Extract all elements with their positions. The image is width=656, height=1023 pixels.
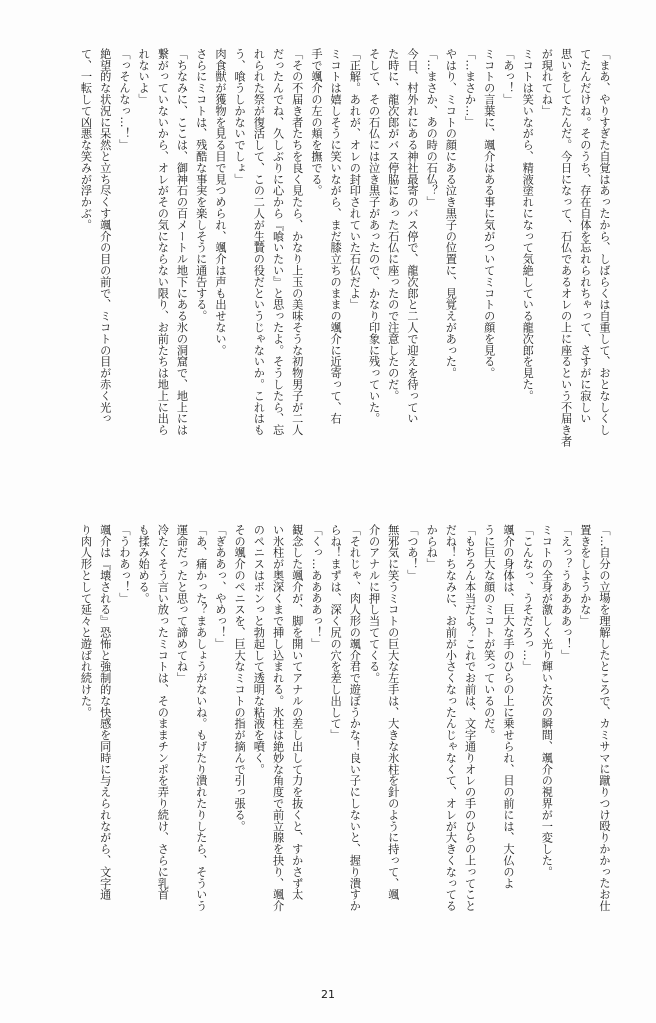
text-line: 今日、村外れにある神社最寄のバス停で、龍次郎と二人で迎えを待ってい [405,48,419,425]
text-line: い氷柱が奥深くまで挿し込まれる。氷柱は絶妙な角度で前立腺を抉り、颯介 [271,524,285,912]
text-line: 「…自分の立場を理解したところで、カミサマに蹴りつけ殴りかかったお仕 [598,524,611,912]
text-line: て、一転して凶悪な笑みが浮かぶ。 [79,48,93,231]
text-line: ミコトは嬉しそうに笑いながら、まだ膝立ちのままの颯介に近寄って、右 [329,48,343,425]
text-line: う、喰うしかないでしょ」 [233,48,247,185]
text-line: 「ぎああっ、やめっ！」 [213,524,227,650]
text-line: 冷たくそう言い放ったミコトは、そのままチンポを弄り続け、さらに乳首 [156,524,170,901]
text-line: 絶望的な状況に呆然と立ち尽くす颯介の目の前で、ミコトの目が赤く光っ [98,48,112,425]
text-line: からね」 [425,524,439,570]
text-line: ミコトの全身が激しく光り輝いた次の瞬間、颯介の視界が一変した。 [540,524,554,878]
text-line: 置きをしようかな」 [578,524,592,627]
text-line: も揉み始める。 [137,524,151,604]
text-line: うに巨大な顔のミコトが笑っているのだ。 [482,524,496,741]
text-line: 「つあ！」 [405,524,419,581]
text-line: 「っそんなっ…！」 [117,48,131,151]
text-line: れないよ」 [137,48,151,105]
text-line: その颯介のペニスを、巨大なミコトの指が摘んで引っ張る。 [233,524,247,832]
text-line: 「ちなみに、ここは、御神石の百メートル地下にある氷の洞窟で、地上には [175,48,189,436]
text-line: 「こんなっ、うそだろっ…」 [521,524,535,673]
text-line: ミコトは笑いながら、精液塗れになって気絶している龍次郎を見た。 [521,48,535,402]
text-line: 手で颯介の左の頬を撫でる。 [309,48,323,197]
text-line: 無邪気に笑うミコトの巨大な左手は、大きな氷柱を針のように持って、颯 [386,524,400,901]
text-line: さらにミコトは、残酷な事実を楽しそうに通告する。 [194,48,208,322]
text-line: 「えっ？うああああっ！」 [559,524,573,661]
upper-text-block [74,48,614,504]
text-line: れられた祭が復活して、この二人が生贄の役だというじゃないか。これはも [252,48,266,436]
text-line: ミコトの言葉に、颯介はある事に気がついてミコトの顔を見る。 [482,48,496,379]
text-line: 「あっ！」 [501,48,515,105]
text-line: 「まあ、やりすぎた自覚はあったから、しばらくは自重して、おとなしくし [598,48,611,436]
text-line: てたんだけね。そのうち、存在自体を忘れられちゃって、さすがに寂しい [578,48,592,425]
text-line: 肉食獣が獲物を見る目で見つめられ、颯介は声も出せない。 [213,48,227,356]
text-line: らね！まずは、深く尻の穴を差し出して」 [329,524,343,741]
text-line: が現れてね」 [540,48,554,117]
text-line: 颯介の身体は、巨大な手のひらの上に乗せられ、目の前には、大仏のよ [501,524,515,889]
text-line: 繋がっていないから、オレがその気にならない限り、お前たちは地上に出ら [156,48,170,436]
text-line: 颯介は『壊される』恐怖と強制的な快感を同時に与えられながら、文字通 [98,524,112,901]
text-line: 「それじゃ、肉人形の颯介君で遊ぼうかな！良い子にしないと、握り潰すか [348,524,362,912]
text-line: だったんでね、久しぶりに心から『喰いたい』と思ったよ。そうしたら、忘 [271,48,285,436]
page-number: 21 [321,988,335,1001]
lower-text-block [74,524,614,956]
text-line: 「うわあっ！」 [117,524,131,604]
text-line: 「…まさか…」 [463,48,477,128]
text-line: 「その不届き者たちを良く見たら、かなり上玉の美味そうな初物男子が二人 [290,48,304,436]
text-line: 「あ、痛かった？まあしょうがないね。もげたり潰れたりしたら、そういう [194,524,208,912]
text-line: た時に、龍次郎がバス停脇にあった石仏に座ったので注意したのだ。 [386,48,400,402]
text-line: そして、その石仏には泣き黒子があったので、かなり印象に残っていた。 [367,48,381,425]
text-line: 「正解。あれが、オレの封印されていた石仏だよ」 [348,48,362,311]
text-line: 「…まさか、あの時の石仏？」 [425,48,439,208]
text-line: 介のアナルに押し当ててくる。 [367,524,381,684]
text-line: 思いをしてたんだ。今日になって、石仏であるオレの上に座るという不届き者 [559,48,573,447]
text-line: 観念した颯介が、脚を開いてアナルの差し出して力を抜くと、すかさず太 [290,524,304,901]
text-line: のペニスはボンっと勃起して透明な粘液を噴く。 [252,524,266,775]
text-line: 運命だったと思って諦めてね」 [175,524,189,684]
text-line: やはり、ミコトの顔にある泣き黒子の位置に、見覚えがあった。 [444,48,458,379]
text-line: り肉人形として延々と遊ばれ続けた。 [79,524,93,718]
text-line: 「くっ…ああああっ！」 [309,524,323,650]
text-line: だね！ちなみに、お前が小さくなったんじゃなくて、オレが大きくなってる [444,524,458,912]
text-line: 「もちろん本当だよ？これでお前は、文字通りオレの手のひらの上ってこと [463,524,477,912]
